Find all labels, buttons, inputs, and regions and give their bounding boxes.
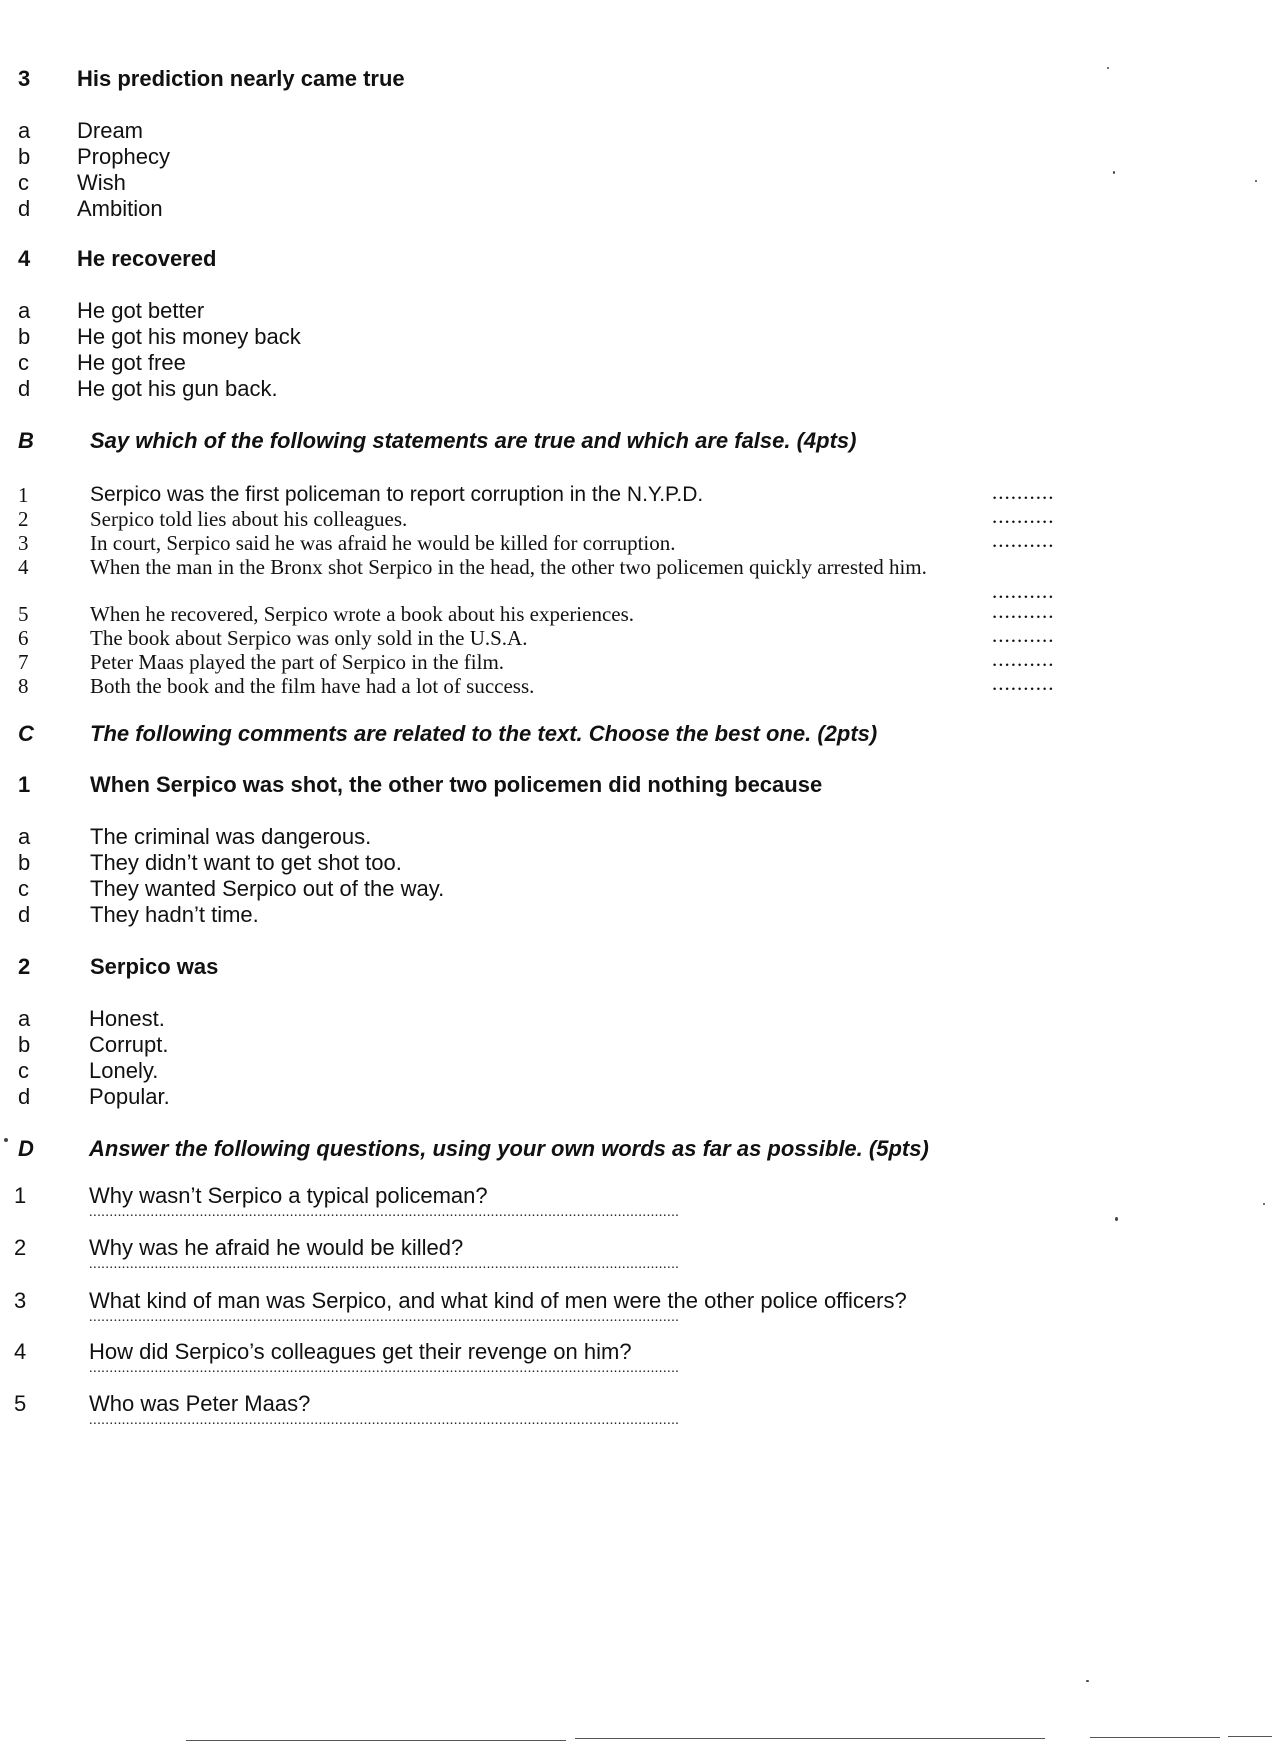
question-number: 4 [14, 1339, 27, 1364]
question-number: 4 [18, 246, 31, 271]
question-number: 3 [18, 66, 31, 91]
option-letter: c [18, 350, 29, 375]
option-text: Popular. [89, 1084, 170, 1109]
statement-text: Serpico told lies about his colleagues. [90, 507, 408, 531]
option-letter: b [18, 324, 31, 349]
option-letter: b [18, 1032, 31, 1057]
option-letter: a [18, 118, 31, 143]
option-letter: b [18, 144, 31, 169]
option-text: Ambition [77, 196, 163, 221]
statement-text: When the man in the Bronx shot Serpico in the head, the other two policemen quickly arrested him. [90, 555, 927, 579]
option-text: Honest. [89, 1006, 165, 1031]
bottom-rule [186, 1740, 566, 1741]
question-number: 5 [14, 1391, 27, 1416]
option-text: They wanted Serpico out of the way. [90, 876, 445, 901]
option-text: The criminal was dangerous. [90, 824, 372, 849]
scan-speck [1086, 1680, 1089, 1682]
section-letter: C [18, 721, 34, 746]
statement-number: 5 [18, 602, 29, 626]
scan-speck [1115, 1217, 1118, 1221]
question-number: 1 [18, 772, 31, 797]
statement-text: When he recovered, Serpico wrote a book about his experiences. [90, 602, 635, 626]
option-letter: d [18, 376, 31, 401]
answer-blank[interactable]: .......... [992, 671, 1055, 695]
question-text: Who was Peter Maas? [89, 1391, 311, 1416]
answer-blank[interactable]: .......... [992, 504, 1055, 528]
option-letter: c [18, 1058, 29, 1083]
answer-line[interactable]: ................................................................................................................................................ [89, 1413, 680, 1428]
statement-text: Serpico was the first policeman to report corruption in the N.Y.P.D. [90, 483, 704, 506]
option-text: Wish [77, 170, 126, 195]
bottom-rule [1228, 1736, 1272, 1737]
option-text: He got better [77, 298, 205, 323]
statement-text: Peter Maas played the part of Serpico in the film. [90, 650, 505, 674]
question-text: Why was he afraid he would be killed? [89, 1235, 464, 1260]
scan-speck [4, 1138, 8, 1142]
question-text: He recovered [77, 246, 217, 271]
scan-speck [1113, 171, 1115, 174]
section-instruction: The following comments are related to the text. Choose the best one. (2pts) [90, 721, 878, 746]
scan-speck [1255, 180, 1257, 182]
statement-text: Both the book and the film have had a lot of success. [90, 674, 535, 698]
statement-number: 8 [18, 674, 29, 698]
question-number: 3 [14, 1288, 27, 1313]
question-text: Serpico was [90, 954, 219, 979]
statement-number: 3 [18, 531, 29, 555]
statement-text: The book about Serpico was only sold in the U.S.A. [90, 626, 528, 650]
statement-text: In court, Serpico said he was afraid he would be killed for corruption. [90, 531, 676, 555]
option-text: Prophecy [77, 144, 170, 169]
statement-number: 1 [18, 483, 29, 507]
option-text: Corrupt. [89, 1032, 169, 1057]
answer-line[interactable]: ................................................................................................................................................ [89, 1361, 680, 1376]
answer-blank[interactable]: .......... [992, 528, 1055, 552]
section-instruction: Say which of the following statements are true and which are false. (4pts) [90, 428, 857, 453]
answer-blank[interactable]: .......... [992, 623, 1055, 647]
question-text: His prediction nearly came true [77, 66, 405, 91]
answer-blank[interactable]: .......... [992, 480, 1055, 504]
option-letter: c [18, 876, 29, 901]
section-instruction: Answer the following questions, using your own words as far as possible. (5pts) [89, 1136, 929, 1161]
answer-blank[interactable]: .......... [992, 599, 1055, 623]
option-text: Lonely. [89, 1058, 159, 1083]
answer-blank[interactable]: .......... [992, 579, 1055, 603]
question-text: What kind of man was Serpico, and what kind of men were the other police officers? [89, 1288, 907, 1313]
question-text: How did Serpico’s colleagues get their revenge on him? [89, 1339, 632, 1364]
question-number: 2 [14, 1235, 27, 1260]
question-text: Why wasn’t Serpico a typical policeman? [89, 1183, 488, 1208]
question-number: 1 [14, 1183, 27, 1208]
scan-speck [1107, 67, 1109, 69]
answer-line[interactable]: ................................................................................................................................................ [89, 1205, 680, 1220]
scan-speck [1263, 1203, 1265, 1205]
section-letter: B [18, 428, 34, 453]
bottom-rule [1090, 1737, 1220, 1738]
answer-line[interactable]: ................................................................................................................................................ [89, 1257, 680, 1272]
option-text: He got free [77, 350, 186, 375]
question-number: 2 [18, 954, 31, 979]
option-letter: d [18, 1084, 31, 1109]
option-letter: c [18, 170, 29, 195]
option-letter: a [18, 298, 31, 323]
answer-blank[interactable]: .......... [992, 647, 1055, 671]
answer-line[interactable]: ................................................................................................................................................ [89, 1310, 680, 1325]
statement-number: 4 [18, 555, 29, 579]
statement-number: 2 [18, 507, 29, 531]
option-letter: a [18, 824, 31, 849]
statement-number: 7 [18, 650, 29, 674]
option-text: Dream [77, 118, 144, 143]
option-letter: a [18, 1006, 31, 1031]
option-text: They hadn’t time. [90, 902, 259, 927]
option-text: They didn’t want to get shot too. [90, 850, 402, 875]
option-text: He got his gun back. [77, 376, 278, 401]
bottom-rule [575, 1738, 1045, 1739]
option-letter: d [18, 902, 31, 927]
option-letter: d [18, 196, 31, 221]
section-letter: D [18, 1136, 34, 1161]
question-text: When Serpico was shot, the other two policemen did nothing because [90, 772, 823, 797]
option-letter: b [18, 850, 31, 875]
statement-number: 6 [18, 626, 29, 650]
option-text: He got his money back [77, 324, 301, 349]
